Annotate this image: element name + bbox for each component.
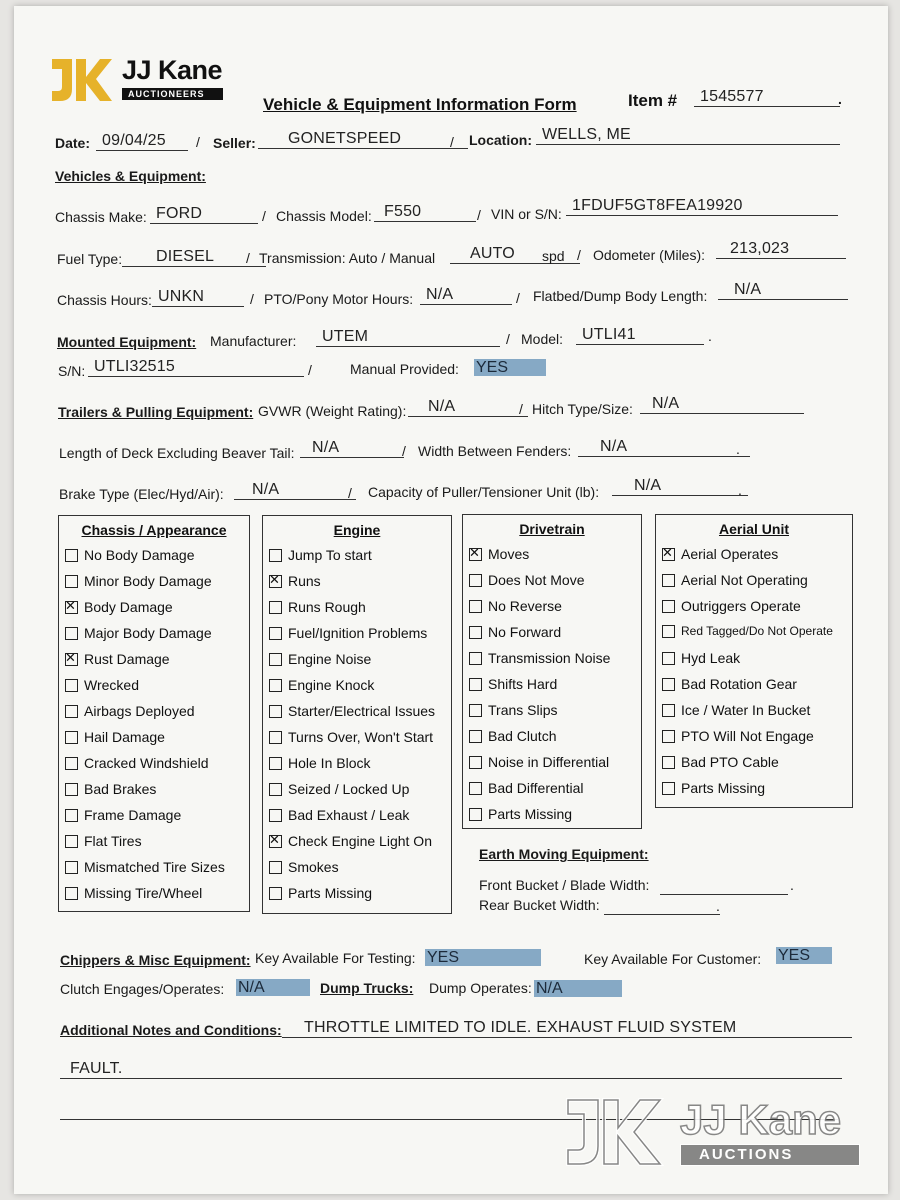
checklist-label: Major Body Damage xyxy=(84,625,212,641)
sn-label: S/N: xyxy=(58,363,86,379)
checklist-label: Runs xyxy=(288,573,321,589)
aerial-unit-item[interactable] xyxy=(662,702,810,718)
checklist-label: Jump To start xyxy=(288,547,372,563)
hitch-label: Hitch Type/Size: xyxy=(532,401,633,417)
aerial-unit-item[interactable] xyxy=(662,728,814,744)
checkbox-icon[interactable] xyxy=(65,575,78,588)
clutch-field[interactable]: N/A xyxy=(236,979,310,996)
chassis-appearance-title: Chassis / Appearance xyxy=(81,522,227,538)
chassis-appearance-item[interactable] xyxy=(65,781,156,797)
checkbox-icon[interactable] xyxy=(65,809,78,822)
checklist-label: Shifts Hard xyxy=(488,676,558,692)
checkbox-icon[interactable] xyxy=(65,627,78,640)
checklist-label: Bad Rotation Gear xyxy=(681,676,797,692)
aerial-unit-item[interactable] xyxy=(662,754,779,770)
checkbox-icon[interactable] xyxy=(662,652,675,665)
checklist-label: Parts Missing xyxy=(488,806,573,822)
checked-checkbox-icon[interactable] xyxy=(269,575,282,588)
clutch-label: Clutch Engages/Operates: xyxy=(60,981,225,997)
checklist-label: Trans Slips xyxy=(488,702,558,718)
rear-bucket-field[interactable] xyxy=(604,896,720,915)
chassis-appearance-item[interactable] xyxy=(65,755,209,771)
jj-kane-logo xyxy=(50,55,240,105)
checklist-label: Aerial Operates xyxy=(681,546,779,562)
chassis-appearance-item[interactable] xyxy=(65,885,202,901)
engine-item[interactable] xyxy=(269,677,374,693)
hitch-field[interactable]: N/A xyxy=(640,395,804,414)
checklist-label: Turns Over, Won't Start xyxy=(288,729,434,745)
aerial-unit-box xyxy=(655,514,853,808)
dump-trucks-heading: Dump Trucks: xyxy=(320,980,414,996)
date-label: Date: xyxy=(55,135,91,151)
checked-checkbox-icon[interactable] xyxy=(269,835,282,848)
aerial-unit-item[interactable] xyxy=(662,650,740,666)
period: . xyxy=(790,877,794,893)
aerial-unit-item[interactable] xyxy=(662,780,765,796)
chassis-appearance-item[interactable] xyxy=(65,599,173,615)
checklist-label: Cracked Windshield xyxy=(84,755,209,771)
checklist-label: Frame Damage xyxy=(84,807,182,823)
chassis-appearance-item[interactable] xyxy=(65,729,165,745)
checked-checkbox-icon[interactable] xyxy=(65,601,78,614)
checkbox-icon[interactable] xyxy=(65,705,78,718)
chassis-appearance-item[interactable] xyxy=(65,703,195,719)
engine-item[interactable] xyxy=(269,573,321,589)
checkbox-icon[interactable] xyxy=(469,730,482,743)
checkbox-icon[interactable] xyxy=(469,652,482,665)
checkbox-icon[interactable] xyxy=(469,574,482,587)
aerial-unit-title: Aerial Unit xyxy=(718,521,789,537)
aerial-unit-item[interactable] xyxy=(662,676,797,692)
checklist-label: Body Damage xyxy=(84,599,173,615)
checklist-label: Outriggers Operate xyxy=(681,598,801,614)
checkbox-icon[interactable] xyxy=(65,549,78,562)
checklist-label: Does Not Move xyxy=(488,572,585,588)
drivetrain-item[interactable] xyxy=(469,754,609,770)
brake-type-field[interactable]: N/A xyxy=(234,481,356,500)
engine-item[interactable] xyxy=(269,547,372,563)
drivetrain-item[interactable] xyxy=(469,598,562,614)
model-field[interactable]: UTLI41 xyxy=(576,326,704,345)
separator: / xyxy=(450,134,454,150)
engine-item[interactable] xyxy=(269,625,427,641)
checklist-label: Minor Body Damage xyxy=(84,573,212,589)
deck-length-field[interactable]: N/A xyxy=(300,439,404,458)
dump-operates-label: Dump Operates: xyxy=(429,980,532,996)
item-label: Item # xyxy=(628,91,678,110)
vehicles-heading: Vehicles & Equipment: xyxy=(55,168,206,184)
logo-wordmark: JJ Kane xyxy=(122,55,223,85)
checklist-label: Check Engine Light On xyxy=(288,833,432,849)
checklist-label: No Reverse xyxy=(488,598,562,614)
watermark-subtitle: AUCTIONS xyxy=(680,1144,860,1166)
checkbox-icon[interactable] xyxy=(469,756,482,769)
key-customer-field[interactable]: YES xyxy=(776,947,832,964)
engine-title: Engine xyxy=(333,522,381,538)
aerial-unit-item[interactable] xyxy=(662,598,801,614)
checkbox-icon[interactable] xyxy=(269,861,282,874)
checkbox-icon[interactable] xyxy=(469,704,482,717)
separator: / xyxy=(250,291,254,307)
manufacturer-label: Manufacturer: xyxy=(210,333,297,349)
chassis-appearance-box xyxy=(58,515,250,912)
separator: / xyxy=(262,208,266,224)
drivetrain-item[interactable] xyxy=(469,728,556,744)
checkbox-icon[interactable] xyxy=(269,887,282,900)
checked-checkbox-icon[interactable] xyxy=(65,653,78,666)
date-field[interactable]: 09/04/25 xyxy=(96,132,188,151)
location-field[interactable]: WELLS, ME xyxy=(536,126,840,145)
checklist-label: Bad Brakes xyxy=(84,781,157,797)
aerial-unit-item[interactable] xyxy=(662,546,778,562)
transmission-field[interactable]: AUTO xyxy=(450,245,580,264)
fenders-width-field[interactable]: N/A xyxy=(578,438,750,457)
gvwr-label: GVWR (Weight Rating): xyxy=(258,403,407,419)
vin-label: VIN or S/N: xyxy=(491,206,562,222)
jk-logo-mark-icon xyxy=(50,55,114,105)
checkbox-icon[interactable] xyxy=(65,887,78,900)
fenders-width-label: Width Between Fenders: xyxy=(418,443,572,459)
pto-hours-field[interactable]: N/A xyxy=(420,286,512,305)
checklist-label: Bad PTO Cable xyxy=(681,754,779,770)
engine-item[interactable] xyxy=(269,833,432,849)
checkbox-icon[interactable] xyxy=(269,549,282,562)
checklist-label: Starter/Electrical Issues xyxy=(288,703,436,719)
chassis-hours-label: Chassis Hours: xyxy=(57,292,152,308)
checklist-label: Runs Rough xyxy=(288,599,366,615)
jk-watermark-mark-icon xyxy=(564,1094,664,1170)
checklist-label: Red Tagged/Do Not Operate xyxy=(681,624,833,638)
odometer-label: Odometer (Miles): xyxy=(593,247,706,263)
checklist-label: Bad Exhaust / Leak xyxy=(288,807,410,823)
checklist-label: Seized / Locked Up xyxy=(288,781,410,797)
model-label: Model: xyxy=(521,331,564,347)
aerial-unit-item[interactable] xyxy=(662,624,833,638)
manufacturer-field[interactable]: UTEM xyxy=(316,328,500,347)
chassis-make-field[interactable]: FORD xyxy=(150,205,258,224)
chassis-appearance-item[interactable] xyxy=(65,625,212,641)
notes-line-1[interactable]: THROTTLE LIMITED TO IDLE. EXHAUST FLUID SYSTEM xyxy=(282,1019,852,1038)
checkbox-icon[interactable] xyxy=(662,730,675,743)
front-bucket-label: Front Bucket / Blade Width: xyxy=(479,877,650,893)
checklist-label: Smokes xyxy=(288,859,339,875)
checklist-label: No Body Damage xyxy=(84,547,195,563)
drivetrain-item[interactable] xyxy=(469,650,610,666)
fuel-type-field[interactable]: DIESEL xyxy=(122,248,266,267)
vin-field[interactable]: 1FDUF5GT8FEA19920 xyxy=(566,197,838,216)
checkbox-icon[interactable] xyxy=(662,625,675,638)
engine-item[interactable] xyxy=(269,885,372,901)
checked-checkbox-icon[interactable] xyxy=(469,548,482,561)
separator: / xyxy=(506,331,510,347)
key-customer-label: Key Available For Customer: xyxy=(584,951,762,967)
checklist-label: Parts Missing xyxy=(288,885,373,901)
engine-item[interactable] xyxy=(269,703,435,719)
chassis-appearance-item[interactable] xyxy=(65,807,181,823)
checklist-label: Ice / Water In Bucket xyxy=(681,702,811,718)
checklist-label: Rust Damage xyxy=(84,651,170,667)
mounted-heading: Mounted Equipment: xyxy=(57,334,197,350)
checkbox-icon[interactable] xyxy=(269,705,282,718)
checklist-label: Wrecked xyxy=(84,677,139,693)
checklist-label: Bad Clutch xyxy=(488,728,557,744)
engine-item[interactable] xyxy=(269,859,339,875)
checklist-label: Engine Noise xyxy=(288,651,372,667)
engine-box xyxy=(262,515,452,914)
checkbox-icon[interactable] xyxy=(65,783,78,796)
sn-field[interactable]: UTLI32515 xyxy=(88,358,304,377)
fuel-type-label: Fuel Type: xyxy=(57,251,123,267)
checklist-label: PTO Will Not Engage xyxy=(681,728,814,744)
notes-heading: Additional Notes and Conditions: xyxy=(60,1022,282,1038)
period: . xyxy=(708,328,712,344)
period: . xyxy=(716,898,720,914)
separator: / xyxy=(477,207,481,223)
checklist-label: Mismatched Tire Sizes xyxy=(84,859,225,875)
checklist-label: Engine Knock xyxy=(288,677,375,693)
drivetrain-item[interactable] xyxy=(469,780,583,796)
key-testing-field[interactable]: YES xyxy=(425,949,541,966)
checklist-label: Moves xyxy=(488,546,530,562)
period: . xyxy=(736,441,740,457)
checkbox-icon[interactable] xyxy=(662,704,675,717)
checkbox-icon[interactable] xyxy=(65,757,78,770)
engine-item[interactable] xyxy=(269,729,433,745)
checkbox-icon[interactable] xyxy=(269,731,282,744)
engine-item[interactable] xyxy=(269,781,409,797)
checkbox-icon[interactable] xyxy=(662,574,675,587)
item-number-field[interactable]: 1545577 xyxy=(694,88,840,107)
checkbox-icon[interactable] xyxy=(469,626,482,639)
checklist-label: Aerial Not Operating xyxy=(681,572,808,588)
separator: / xyxy=(519,401,523,417)
checkbox-icon[interactable] xyxy=(662,756,675,769)
gvwr-field[interactable]: N/A xyxy=(408,398,528,417)
seller-label: Seller: xyxy=(213,135,256,151)
drivetrain-item[interactable] xyxy=(469,806,572,822)
chassis-hours-field[interactable]: UNKN xyxy=(152,288,244,307)
checkbox-icon[interactable] xyxy=(662,600,675,613)
engine-item[interactable] xyxy=(269,807,409,823)
period: . xyxy=(738,482,742,498)
checklist-label: Missing Tire/Wheel xyxy=(84,885,203,901)
rear-bucket-label: Rear Bucket Width: xyxy=(479,897,600,913)
chassis-appearance-item[interactable] xyxy=(65,677,139,693)
trailers-heading: Trailers & Pulling Equipment: xyxy=(58,404,254,420)
drivetrain-item[interactable] xyxy=(469,572,584,588)
separator: / xyxy=(402,443,406,459)
aerial-unit-item[interactable] xyxy=(662,572,808,588)
checkbox-icon[interactable] xyxy=(469,600,482,613)
separator: / xyxy=(246,250,250,266)
location-label: Location: xyxy=(469,132,532,148)
engine-item[interactable] xyxy=(269,599,366,615)
checklist-label: Parts Missing xyxy=(681,780,766,796)
chassis-appearance-item[interactable] xyxy=(65,651,170,667)
capacity-label: Capacity of Puller/Tensioner Unit (lb): xyxy=(368,484,600,500)
key-testing-label: Key Available For Testing: xyxy=(255,950,416,966)
jj-kane-auctions-watermark xyxy=(564,1094,874,1172)
checkbox-icon[interactable] xyxy=(269,757,282,770)
chassis-appearance-item[interactable] xyxy=(65,573,212,589)
chassis-model-field[interactable]: F550 xyxy=(374,203,476,222)
drivetrain-box xyxy=(462,514,642,829)
checkbox-icon[interactable] xyxy=(269,601,282,614)
checkbox-icon[interactable] xyxy=(269,679,282,692)
drivetrain-item[interactable] xyxy=(469,702,558,718)
watermark-wordmark: JJ Kane xyxy=(680,1096,842,1143)
manual-provided-field[interactable]: YES xyxy=(474,359,546,376)
checkbox-icon[interactable] xyxy=(269,783,282,796)
checkbox-icon[interactable] xyxy=(65,731,78,744)
period: . xyxy=(838,91,842,107)
chassis-make-label: Chassis Make: xyxy=(55,209,147,225)
checkbox-icon[interactable] xyxy=(469,782,482,795)
checklist-label: Hail Damage xyxy=(84,729,165,745)
separator: / xyxy=(196,134,200,150)
chassis-appearance-item[interactable] xyxy=(65,833,142,849)
front-bucket-field[interactable] xyxy=(660,876,788,895)
checkbox-icon[interactable] xyxy=(65,861,78,874)
brake-type-label: Brake Type (Elec/Hyd/Air): xyxy=(59,486,224,502)
checkbox-icon[interactable] xyxy=(65,679,78,692)
seller-field[interactable]: GONETSPEED xyxy=(258,130,468,149)
spd-label: spd xyxy=(542,248,565,264)
separator: / xyxy=(308,362,312,378)
checkbox-icon[interactable] xyxy=(662,782,675,795)
checkbox-icon[interactable] xyxy=(65,835,78,848)
manual-provided-label: Manual Provided: xyxy=(350,361,459,377)
transmission-label: Transmission: Auto / Manual xyxy=(259,250,436,266)
earth-moving-heading: Earth Moving Equipment: xyxy=(479,846,649,862)
checkbox-icon[interactable] xyxy=(269,653,282,666)
notes-line-2[interactable]: FAULT. xyxy=(60,1060,842,1079)
pto-hours-label: PTO/Pony Motor Hours: xyxy=(264,291,414,307)
chassis-appearance-item[interactable] xyxy=(65,859,225,875)
checklist-label: Hole In Block xyxy=(288,755,371,771)
capacity-field[interactable]: N/A xyxy=(612,477,748,496)
separator: / xyxy=(577,247,581,263)
separator: / xyxy=(516,290,520,306)
form-title: Vehicle & Equipment Information Form xyxy=(263,95,577,114)
deck-length-label: Length of Deck Excluding Beaver Tail: xyxy=(59,445,295,461)
checklist-label: Bad Differential xyxy=(488,780,584,796)
drivetrain-title: Drivetrain xyxy=(519,521,585,537)
drivetrain-item[interactable] xyxy=(469,624,561,640)
checklist-label: No Forward xyxy=(488,624,562,640)
engine-item[interactable] xyxy=(269,755,370,771)
separator: / xyxy=(348,485,352,501)
checkbox-icon[interactable] xyxy=(469,808,482,821)
logo-subtitle: AUCTIONEERS xyxy=(122,88,223,100)
checkbox-icon[interactable] xyxy=(469,678,482,691)
flatbed-length-field[interactable]: N/A xyxy=(718,281,848,300)
drivetrain-item[interactable] xyxy=(469,546,529,562)
chippers-heading: Chippers & Misc Equipment: xyxy=(60,952,251,968)
checklist-label: Fuel/Ignition Problems xyxy=(288,625,428,641)
drivetrain-item[interactable] xyxy=(469,676,557,692)
checklist-label: Airbags Deployed xyxy=(84,703,195,719)
checklist-label: Hyd Leak xyxy=(681,650,741,666)
checklist-label: Flat Tires xyxy=(84,833,142,849)
checklist-label: Transmission Noise xyxy=(488,650,611,666)
checklist-label: Noise in Differential xyxy=(488,754,610,770)
chassis-appearance-item[interactable] xyxy=(65,547,195,563)
odometer-field[interactable]: 213,023 xyxy=(716,240,846,259)
dump-operates-field[interactable]: N/A xyxy=(534,980,622,997)
flatbed-length-label: Flatbed/Dump Body Length: xyxy=(533,288,708,304)
checked-checkbox-icon[interactable] xyxy=(662,548,675,561)
checkbox-icon[interactable] xyxy=(269,809,282,822)
chassis-model-label: Chassis Model: xyxy=(276,208,372,224)
engine-item[interactable] xyxy=(269,651,371,667)
checkbox-icon[interactable] xyxy=(269,627,282,640)
checkbox-icon[interactable] xyxy=(662,678,675,691)
